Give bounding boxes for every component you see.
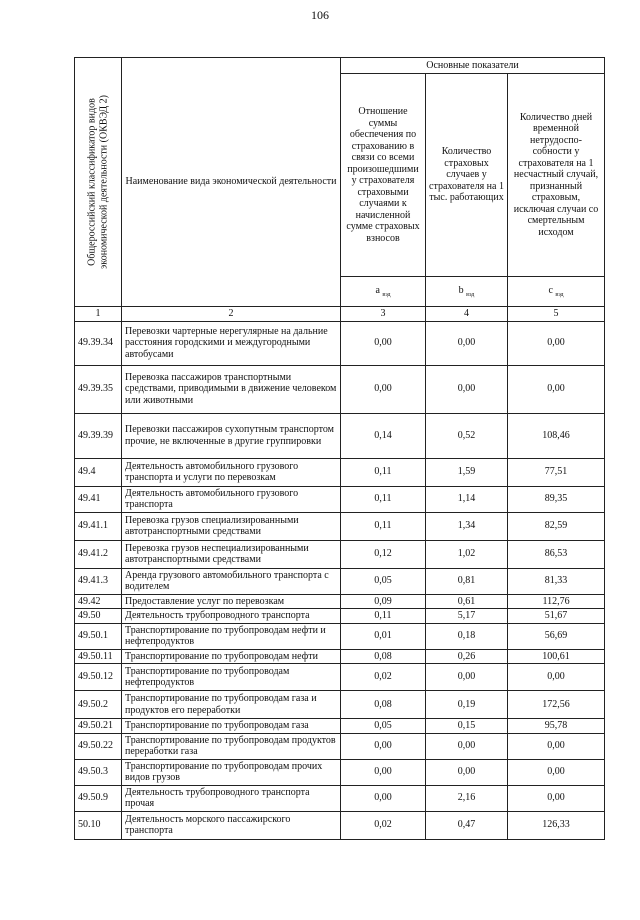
- table-row: [75, 733, 605, 759]
- row-value-b: 5,17: [426, 609, 508, 624]
- header-symbol-a: [341, 277, 426, 307]
- row-value-c: 0,00: [508, 664, 605, 691]
- row-value-c: 0,00: [508, 365, 605, 413]
- row-code: 49.50.22: [75, 733, 122, 759]
- row-value-a: 0,02: [341, 811, 426, 839]
- row-value-b: 0,52: [426, 413, 508, 458]
- row-value-c: 82,59: [508, 512, 605, 540]
- table-row: [75, 568, 605, 594]
- row-value-b: 0,00: [426, 759, 508, 785]
- row-value-b: 0,18: [426, 623, 508, 649]
- row-activity-name: Транспортирование по трубопроводам нефтепродуктов: [122, 664, 341, 691]
- table-row: [75, 365, 605, 413]
- row-value-a: 0,00: [341, 321, 426, 365]
- row-value-a: 0,05: [341, 568, 426, 594]
- row-activity-name: Деятельность трубопроводного транспорта прочая: [122, 785, 341, 811]
- row-code: 49.41: [75, 486, 122, 512]
- row-value-c: 77,51: [508, 458, 605, 486]
- row-value-b: 0,00: [426, 733, 508, 759]
- row-value-a: 0,05: [341, 719, 426, 734]
- symbol-c-sub: вэд: [555, 291, 564, 298]
- symbol-a: a: [375, 284, 380, 296]
- row-code: 50.10: [75, 811, 122, 839]
- header-symbol-b: [426, 277, 508, 307]
- header-main-indicators: Основные показатели: [341, 58, 605, 74]
- row-value-a: 0,02: [341, 664, 426, 691]
- row-activity-name: Предоставление услуг по перевозкам: [122, 594, 341, 609]
- row-activity-name: Транспортирование по трубопроводам нефти и нефтепродуктов: [122, 623, 341, 649]
- row-value-c: 56,69: [508, 623, 605, 649]
- row-value-c: 0,00: [508, 321, 605, 365]
- row-value-c: 100,61: [508, 649, 605, 664]
- row-value-b: 0,26: [426, 649, 508, 664]
- row-activity-name: Перевозка пассажиров транспортными средствами, приводимыми в движение человеком или животными: [122, 365, 341, 413]
- table-row: [75, 691, 605, 719]
- table-row: [75, 785, 605, 811]
- row-value-c: 95,78: [508, 719, 605, 734]
- row-activity-name: Транспортирование по трубопроводам газа и продуктов его переработки: [122, 691, 341, 719]
- row-activity-name: Перевозки пассажиров сухопутным транспортом прочие, не включенные в другие группировки: [122, 413, 341, 458]
- table-row: [75, 486, 605, 512]
- header-indicator-b: Количество страховых случаев у страхователя на 1 тыс. работающих: [426, 74, 508, 277]
- row-value-b: 2,16: [426, 785, 508, 811]
- row-value-b: 0,00: [426, 365, 508, 413]
- row-activity-name: Деятельность трубопроводного транспорта: [122, 609, 341, 624]
- column-number: 1: [75, 307, 122, 322]
- row-code: 49.50.9: [75, 785, 122, 811]
- row-value-b: 0,00: [426, 321, 508, 365]
- row-value-a: 0,14: [341, 413, 426, 458]
- row-value-b: 0,19: [426, 691, 508, 719]
- row-value-b: 1,02: [426, 540, 508, 568]
- row-value-a: 0,08: [341, 691, 426, 719]
- row-code: 49.50.21: [75, 719, 122, 734]
- table-row: [75, 458, 605, 486]
- table-row: [75, 594, 605, 609]
- table-row: [75, 540, 605, 568]
- row-code: 49.50.11: [75, 649, 122, 664]
- header-activity-name: Наименование вида экономической деятельности: [122, 58, 341, 307]
- row-code: 49.50.2: [75, 691, 122, 719]
- table-row: [75, 321, 605, 365]
- row-code: 49.39.34: [75, 321, 122, 365]
- header-symbol-c: [508, 277, 605, 307]
- row-value-c: 0,00: [508, 759, 605, 785]
- row-value-b: 0,15: [426, 719, 508, 734]
- symbol-b-sub: вэд: [466, 291, 475, 298]
- header-indicator-a: Отношение суммы обеспечения по страхованию в связи со всеми произошедшими у страхователя страховыми случаями к начисленной сумме страховых взносов: [341, 74, 426, 277]
- symbol-a-sub: вэд: [382, 291, 391, 298]
- row-code: 49.41.1: [75, 512, 122, 540]
- row-activity-name: Перевозка грузов специализированными автотранспортными средствами: [122, 512, 341, 540]
- row-value-a: 0,12: [341, 540, 426, 568]
- row-value-c: 51,67: [508, 609, 605, 624]
- row-value-c: 126,33: [508, 811, 605, 839]
- row-activity-name: Транспортирование по трубопроводам прочих видов грузов: [122, 759, 341, 785]
- row-value-b: 1,34: [426, 512, 508, 540]
- column-number: 2: [122, 307, 341, 322]
- row-activity-name: Транспортирование по трубопроводам газа: [122, 719, 341, 734]
- table-row: [75, 719, 605, 734]
- row-value-a: 0,11: [341, 458, 426, 486]
- row-value-c: 0,00: [508, 785, 605, 811]
- row-code: 49.39.39: [75, 413, 122, 458]
- row-value-c: 86,53: [508, 540, 605, 568]
- row-code: 49.50.12: [75, 664, 122, 691]
- row-code: 49.50.1: [75, 623, 122, 649]
- row-value-a: 0,01: [341, 623, 426, 649]
- row-value-b: 1,14: [426, 486, 508, 512]
- column-number: 5: [508, 307, 605, 322]
- row-activity-name: Деятельность автомобильного грузового транспорта: [122, 486, 341, 512]
- row-value-a: 0,00: [341, 785, 426, 811]
- row-activity-name: Деятельность морского пассажирского транспорта: [122, 811, 341, 839]
- header-classifier-text: Общероссийский классификатор видов экономической деятельности (ОКВЭД 2): [86, 95, 109, 269]
- row-code: 49.41.2: [75, 540, 122, 568]
- header-classifier: [75, 58, 122, 307]
- table-row: [75, 759, 605, 785]
- table-row: [75, 811, 605, 839]
- column-number: 4: [426, 307, 508, 322]
- row-activity-name: Деятельность автомобильного грузового транспорта и услуги по перевозкам: [122, 458, 341, 486]
- row-activity-name: Аренда грузового автомобильного транспорта с водителем: [122, 568, 341, 594]
- table-row: [75, 512, 605, 540]
- row-code: 49.50: [75, 609, 122, 624]
- indicators-table: [74, 57, 605, 840]
- row-value-b: 0,61: [426, 594, 508, 609]
- row-value-a: 0,00: [341, 365, 426, 413]
- row-activity-name: Перевозка грузов неспециализированными автотранспортными средствами: [122, 540, 341, 568]
- row-value-a: 0,00: [341, 733, 426, 759]
- row-value-a: 0,11: [341, 486, 426, 512]
- row-value-a: 0,11: [341, 512, 426, 540]
- row-code: 49.50.3: [75, 759, 122, 785]
- row-value-b: 0,47: [426, 811, 508, 839]
- row-value-b: 0,81: [426, 568, 508, 594]
- row-code: 49.41.3: [75, 568, 122, 594]
- row-activity-name: Транспортирование по трубопроводам продуктов переработки газа: [122, 733, 341, 759]
- symbol-c: c: [548, 284, 553, 296]
- row-activity-name: Транспортирование по трубопроводам нефти: [122, 649, 341, 664]
- table-row: [75, 664, 605, 691]
- row-value-c: 0,00: [508, 733, 605, 759]
- row-value-a: 0,08: [341, 649, 426, 664]
- table-row: [75, 609, 605, 624]
- table-row: [75, 649, 605, 664]
- row-value-c: 112,76: [508, 594, 605, 609]
- symbol-b: b: [458, 284, 464, 296]
- row-code: 49.39.35: [75, 365, 122, 413]
- row-value-a: 0,00: [341, 759, 426, 785]
- row-value-b: 1,59: [426, 458, 508, 486]
- row-code: 49.42: [75, 594, 122, 609]
- table-row: [75, 623, 605, 649]
- row-value-c: 89,35: [508, 486, 605, 512]
- header-indicator-c: Количество дней временной нетрудоспо-собности у страхователя на 1 несчастный случай, признанный страховым, исключая случаи со смертельным исходом: [508, 74, 605, 277]
- row-value-c: 108,46: [508, 413, 605, 458]
- column-number: 3: [341, 307, 426, 322]
- table-row: [75, 413, 605, 458]
- row-value-c: 172,56: [508, 691, 605, 719]
- row-value-c: 81,33: [508, 568, 605, 594]
- row-value-a: 0,11: [341, 609, 426, 624]
- row-value-a: 0,09: [341, 594, 426, 609]
- row-code: 49.4: [75, 458, 122, 486]
- page-number: 106: [311, 8, 329, 22]
- row-value-b: 0,00: [426, 664, 508, 691]
- row-activity-name: Перевозки чартерные нерегулярные на дальние расстояния городскими и междугородными автобусами: [122, 321, 341, 365]
